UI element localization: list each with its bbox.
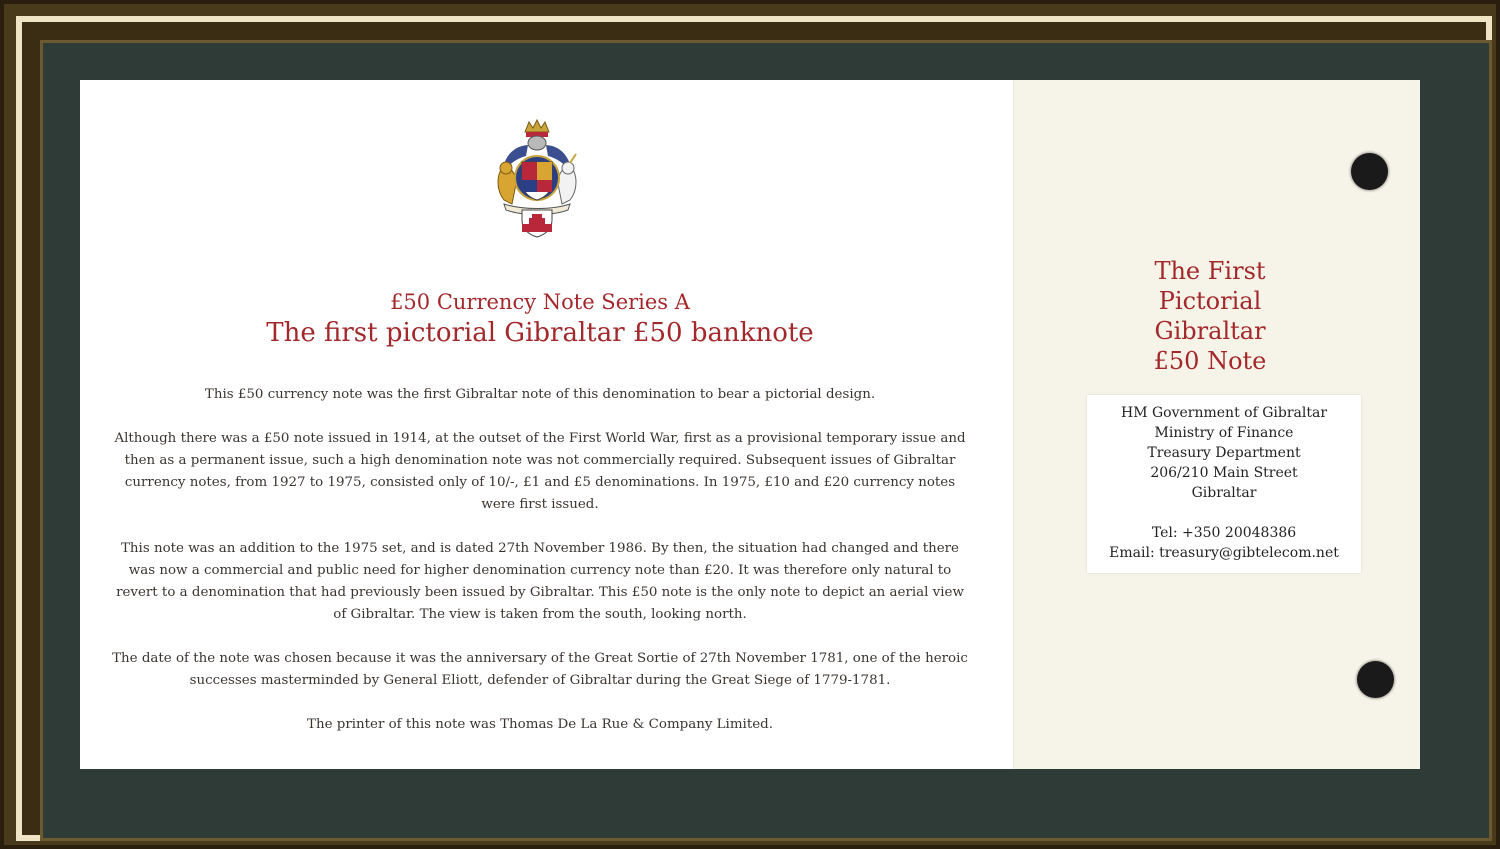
cover-title-line: Gibraltar	[1154, 317, 1266, 345]
paragraph-history: Although there was a £50 note issued in 1914, at the outset of the First World War, first as a provisional temporary issue and then as a permanent issue, such a high denomination note was not commercially required. Subsequent issues of Gibraltar currency notes, from 1927 to 1975, consisted only of 10/-, £1 and £5 denominations. In 1975, £10 and £20 currency notes were first issued.	[114, 431, 966, 512]
paragraph-intro: This £50 currency note was the first Gibraltar note of this denomination to bear a pictorial design.	[204, 387, 876, 402]
punch-hole-bottom	[1357, 661, 1394, 698]
cover-title-line: Pictorial	[1158, 287, 1262, 315]
cover-title-line: The First	[1154, 257, 1266, 285]
paragraph-great-sortie: The date of the note was chosen because it was the anniversary of the Great Sortie of 27th November 1781, one of the heroic successes masterminded by General Eliott, defender of Gibraltar during the Great Siege of 1779-1781.	[112, 651, 968, 688]
paragraph-1975-set: This note was an addition to the 1975 set, and is dated 27th November 1986. By then, the situation had changed and there was now a commercial and public need for higher denomination currency note than £20. It was therefore only natural to revert to a denomination that had previously been issued by Gibraltar. This £50 note is the only note to depict an aerial view of Gibraltar. The view is taken from the south, looking north.	[116, 541, 964, 622]
address-line: HM Government of Gibraltar	[1120, 405, 1328, 421]
folder-document	[80, 80, 1420, 769]
document-title: The first pictorial Gibraltar £50 banknote	[266, 318, 814, 348]
document-body	[110, 384, 970, 758]
address-line: Gibraltar	[1191, 485, 1257, 501]
address-line: Treasury Department	[1147, 445, 1301, 461]
address-line: Ministry of Finance	[1154, 425, 1294, 441]
address-spacer	[1087, 503, 1361, 523]
cover-title	[1080, 256, 1340, 376]
document-subtitle: £50 Currency Note Series A	[390, 290, 690, 314]
address-label	[1087, 395, 1361, 573]
document-heading	[200, 288, 880, 350]
gibraltar-coat-of-arms-icon	[482, 118, 592, 238]
cover-title-line: £50 Note	[1153, 347, 1267, 375]
address-line: 206/210 Main Street	[1150, 465, 1298, 481]
address-telephone: Tel: +350 20048386	[1151, 525, 1297, 541]
punch-hole-top	[1351, 153, 1388, 190]
paragraph-printer: The printer of this note was Thomas De La Rue & Company Limited.	[307, 717, 773, 732]
address-email: Email: treasury@gibtelecom.net	[1109, 545, 1339, 561]
